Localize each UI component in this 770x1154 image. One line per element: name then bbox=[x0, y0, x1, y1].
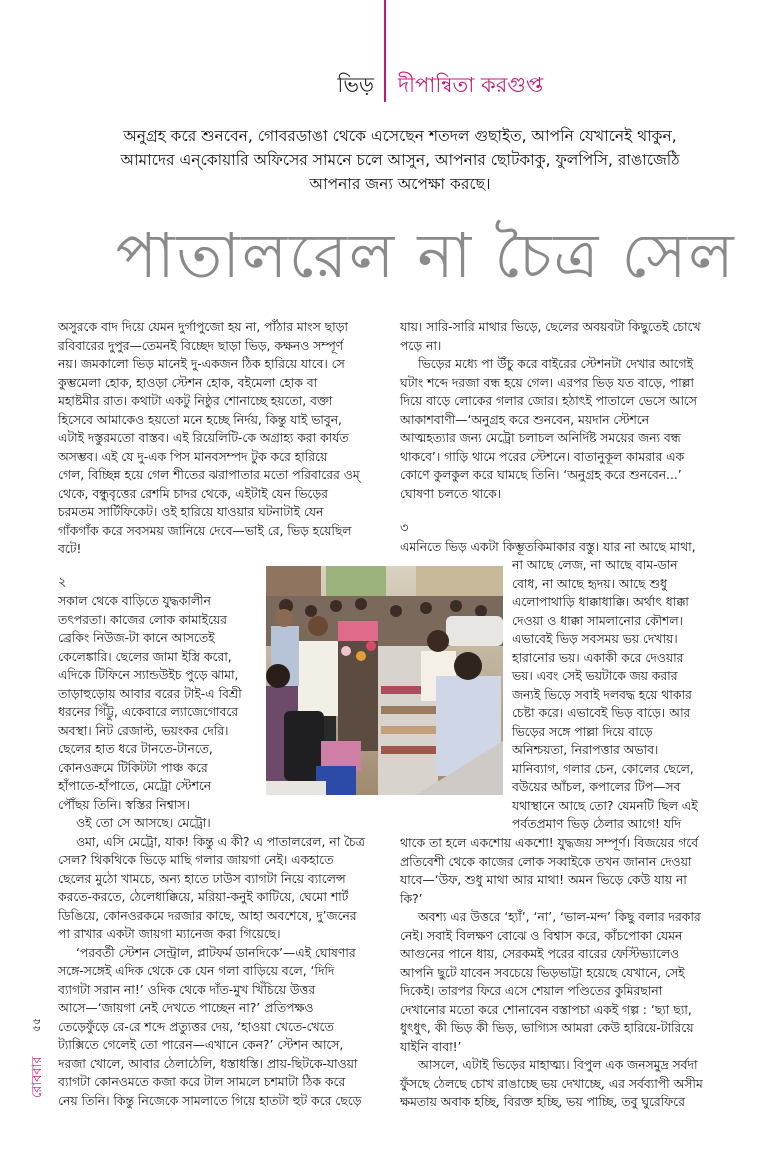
page-number: ৫৫ bbox=[30, 1017, 43, 1032]
text-line: কি?’ bbox=[400, 891, 423, 906]
left-column-top bbox=[58, 318, 398, 559]
header-divider bbox=[384, 0, 386, 102]
text-line: থাকবে’। গাড়ি থামে পরের স্টেশনে। বাতানুকূল কামরার এক bbox=[400, 449, 685, 464]
text-line: সঙ্গে-সঙ্গেই এদিক থেকে কে যেন গলা বাড়িয়ে বলে, ‘দিদি bbox=[58, 964, 335, 978]
text-line: ডিঙিয়ে, কোনওরকমে দরজার কাছে, আহা অবশেষে, দু’জনের bbox=[58, 908, 357, 923]
text-line: অবশ্য এর উত্তরে ‘হ্যাঁ’, ‘না’, ‘ভাল-মন্দ’ কিছু বলার দরকার bbox=[418, 910, 701, 924]
text-line: প্রতিবেশী থেকে কাজের লোক সব্বাইকে তখন জানান দেওয়া bbox=[400, 854, 692, 869]
text-line: ওমা, এসি মেট্রো, যাক! কিন্তু এ কী? এ পাতালরেল, না চৈত্র bbox=[76, 834, 365, 849]
text-line: থেকে, বন্ধুবৃত্তের রেশমি চাদর থেকে, এইটাই যেন ভিড়ের bbox=[58, 486, 328, 501]
text-line: ছেলের হাত ধরে টানতে-টানতে, bbox=[58, 742, 213, 756]
text-line: ব্যাগটা কোনওমতে কজা করে টাল সামলে চশমাটা ঠিক করে bbox=[58, 1075, 346, 1089]
magazine-name: রোববার bbox=[30, 1056, 45, 1098]
text-line: এভাবেই ভিড় সবসময় ভয় দেখায়। bbox=[512, 632, 678, 646]
text-line: পড়ে না। bbox=[400, 338, 442, 353]
text-line: কুম্ভমেলা হোক, হাওড়া স্টেশন হোক, বইমেলা হোক বা bbox=[58, 375, 318, 390]
text-line: ‘পরবর্তী স্টেশন সেন্ট্রাল, প্লাটফর্ম ডানদিকে’—এই ঘোষণার bbox=[76, 945, 356, 960]
text-line: আপনি ছুটে যাবেন সবচেয়ে ভিড়ভাট্টা হয়েছে যেখানে, সেই bbox=[400, 965, 685, 980]
text-line: ব্যাগটা সরান না!’ ওদিক থেকে দাঁত-মুখ খিঁচিয়ে উত্তর bbox=[58, 982, 315, 997]
text-line: বটে! bbox=[58, 542, 82, 556]
text-line: সকাল থেকে বাড়িতে যুদ্ধকালীন bbox=[58, 594, 211, 608]
text-line: দিয়ে বাড়ে লোকের গলার জোর। হঠাৎই পাতালে ভেসে আসে bbox=[400, 394, 697, 408]
text-line: অসম্ভব। এই যে দু-এক পিস মানবসম্পদ টুক করে হারিয়ে bbox=[58, 449, 328, 464]
text-line: রবিবারের দুপুর—তেমনই বিচ্ছেদ ছাড়া ভিড়, কক্ষনও সম্পূর্ণ bbox=[58, 338, 344, 353]
text-line: চরমতম সার্টিফিকেট। ওই হারিয়ে যাওয়ার ঘটনাটাই যেন bbox=[58, 505, 324, 519]
left-column-bottom bbox=[58, 814, 398, 1110]
text-line: এলোপাথাড়ি ধাক্কাধাক্কি। অর্থাৎ ধাক্কা bbox=[512, 595, 689, 609]
text-line: গাঁকগাঁক করে সবসময় জানিয়ে দেবে—ভাই রে, ভিড় হয়েছিল bbox=[58, 523, 352, 538]
text-line: আত্মহত্যার জন্য মেট্রো চলাচল অনির্দিষ্ট সময়ের জন্য বন্ধ bbox=[400, 431, 681, 445]
text-line: পর্বতপ্রমাণ ভিড় ঠেলার আগে! যদি bbox=[512, 817, 681, 831]
text-line: মহাষ্টমীর রাত। কথাটা একটু নিষ্ঠুর শোনাচ্ছে হয়তো, বক্তা bbox=[58, 394, 333, 408]
text-line: ঘটাং শব্দে দরজা বন্ধ হয়ে গেল। এরপর ভিড় যত বাড়ে, পাল্লা bbox=[400, 375, 694, 390]
text-line: বোধ, না আছে হৃদয়। আছে শুধু bbox=[512, 576, 667, 591]
text-line: নয়। জমকালো ভিড় মানেই দু-একজন ঠিক হারিয়ে যাবে। সে bbox=[58, 357, 345, 371]
right-column-narrow bbox=[512, 556, 747, 834]
text-line: এদিকে টিফিনে স্যান্ডউইচ পুড়ে ঝামা, bbox=[58, 668, 239, 682]
text-line: ট্যাক্সিতে গেলেই তো পারেন—এখানে কেন?’ স্টেশন আসে, bbox=[58, 1038, 344, 1052]
text-line: যায়। সারি-সারি মাথার ভিড়ে, ছেলের অবয়বটা কিছুতেই চোখে bbox=[400, 320, 701, 334]
standfirst-line: আমাদের এন্‌কোয়ারি অফিসের সামনে চলে আসুন, আপনার ছোটকাকু, ফুলপিসি, রাঙাজেঠি bbox=[120, 151, 680, 169]
text-line: চেষ্টা করে। এভাবেই ভিড় বাড়ে। আর bbox=[512, 706, 691, 720]
right-column-top bbox=[400, 318, 745, 503]
text-line: সেল? থিকথিকে ভিড়ে মাছি গলার জায়গা নেই। একহাতে bbox=[58, 853, 334, 867]
text-line: ক্ষমতায় অবাক হচ্ছি, বিরক্ত হচ্ছি, ভয় পাচ্ছি, তবু ঘুরেফিরে bbox=[400, 1095, 685, 1109]
section-3-number: ৩ bbox=[400, 521, 409, 536]
text-line: আসলে, এটাই ভিড়ের মাহাত্ম্য। বিপুল এক জনসমুদ্র সর্বদা bbox=[418, 1058, 698, 1072]
text-line: কোনওক্রমে টিকিটটা পাঞ্চ করে bbox=[58, 760, 208, 775]
text-line: করতে-করতে, ঠেলেধাক্কিয়ে, মরিয়া-কনুই কাটিয়ে, ঘেমো শার্ট bbox=[58, 890, 349, 904]
text-line: ধুৎধুৎ, কী ভিড় কী ভিড়, ভাগ্যিস আমরা কেউ হারিয়ে-টারিয়ে bbox=[400, 1021, 694, 1035]
text-line: ভিড়ের সঙ্গে পাল্লা দিয়ে বাড়ে bbox=[512, 724, 653, 739]
text-line: ভয়। এবং সেই ভয়টাকে জয় করার bbox=[512, 669, 678, 683]
text-line: কেলেঙ্কারি। ছেলের জামা ইস্ত্রি করো, bbox=[58, 649, 232, 664]
section-2-number: ২ bbox=[58, 575, 67, 590]
author-name: দীপান্বিতা করগুপ্ত bbox=[398, 73, 544, 97]
section-label: ভিড় bbox=[337, 73, 374, 97]
text-line: নেয় তিনি। কিন্তু নিজেকে সামলাতে গিয়ে হাতটা হুট করে ছেড়ে bbox=[58, 1093, 362, 1108]
text-line: আগুনের পানে ধায়, সেরকমই পরের বারের ফেস্টিভ্যালেও bbox=[400, 947, 680, 961]
text-line: ধরনের গিঁট্টু, একেবারে ল্যাজেগোবরে bbox=[58, 705, 239, 719]
text-line: থাকে তা হলে একশোয় একশো! যুদ্ধজয় সম্পূর্ণ। বিজয়ের গর্বে bbox=[400, 836, 699, 850]
crowd-market-photo bbox=[266, 566, 503, 795]
text-line: ঘোষণা চলতে থাকে। bbox=[400, 486, 502, 501]
text-line: যথাস্থানে আছে তো? যেমনটি ছিল এই bbox=[512, 798, 698, 813]
text-line: এমনিতে ভিড় একটা কিম্ভূতকিমাকার বস্তু। যার না আছে মাথা, bbox=[400, 540, 696, 554]
text-line: পা রাখার একটা জায়গা ম্যানেজ করা গিয়েছে। bbox=[58, 927, 281, 941]
text-line: যাইনি বাবা!’ bbox=[400, 1039, 462, 1054]
text-line: ব্রেকিং নিউজ-টা কানে আসতেই bbox=[58, 631, 215, 645]
text-line: দেখানোর মতো করে শোনাবেন বস্তাপচা একই গল্প : ‘ছ্যা ছ্যা, bbox=[400, 1002, 692, 1017]
text-line: গেল, বিচ্ছিন্ন হয়ে গেল শীতের ঝরাপাতার মতো পরিবারের ওম্‌ bbox=[58, 468, 360, 482]
text-line: আসে—‘জায়গা নেই দেখতে পাচ্ছেন না?’ প্রতিপক্ষও bbox=[58, 1001, 314, 1015]
text-line: তাড়াহুড়োয় আবার বরের টাই-এ বিশ্রী bbox=[58, 686, 242, 701]
text-line: অনিশ্চয়তা, নিরাপত্তার অভাব। bbox=[512, 743, 659, 757]
photo-illustration bbox=[266, 566, 503, 795]
text-line: হিসেবে আমাকেও হয়তো মনে হচ্ছে নির্দয়, কিন্তু যাই ভাবুন, bbox=[58, 412, 342, 427]
text-line: কোণে কুলকুল করে ঘামছে তিনি। ‘অনুগ্রহ করে শুনবেন...’ bbox=[400, 468, 682, 482]
text-line: ওই তো সে আসছে। মেট্রো। bbox=[76, 816, 211, 830]
text-line: ভিড়ের মধ্যে পা উঁচু করে বাইরের স্টেশনটা দেখার আগেই bbox=[418, 357, 694, 371]
text-line: ফুঁসছে ঠেলছে চোখ রাঙাচ্ছে ভয় দেখাচ্ছে, এর সর্বব্যাপী অসীম bbox=[400, 1076, 703, 1091]
text-line: দেওয়া ও ধাক্কা সামলানোর কৌশল। bbox=[512, 613, 683, 628]
text-line: না আছে লেজ, না আছে বাম-ডান bbox=[512, 558, 678, 572]
text-line: অবস্থা। নিট রেজাল্ট, ভয়ংকর দেরি। bbox=[58, 723, 229, 738]
text-line: যাবে—‘উফ, শুধু মাথা আর মাথা! অমন ভিড়ে কেউ যায় না bbox=[400, 873, 687, 887]
text-line: মানিব্যাগ, গলার চেন, কোলের ছেলে, bbox=[512, 761, 694, 776]
text-line: অসুরকে বাদ দিয়ে যেমন দুর্গাপুজো হয় না, পাঁঠার মাংস ছাড়া bbox=[58, 320, 348, 334]
text-line: ছেলের মুঠো খামচে, অন্য হাতে ঢাউস ব্যাগটা নিয়ে ব্যালেন্স bbox=[58, 871, 346, 886]
text-line: পৌঁছয় তিনি। স্বস্তির নিশ্বাস। bbox=[58, 797, 190, 812]
text-line: হারানোর ভয়। একাকী করে দেওয়ার bbox=[512, 650, 684, 665]
right-column-bottom bbox=[400, 834, 745, 1112]
text-line: তৎপরতা। কাজের লোক কামাইয়ের bbox=[58, 612, 227, 627]
text-line: আকাশবাণী—‘অনুগ্রহ করে শুনবেন, ময়দান স্টেশনে bbox=[400, 412, 650, 427]
text-line: দরজা খোলে, আবার ঠেলাঠেলি, ধস্তাধস্তি। প্রায়-ছিটকে-যাওয়া bbox=[58, 1056, 358, 1071]
text-line: দিকেই। তারপর ফিরে এসে শেয়াল পণ্ডিতের কুমিরছানা bbox=[400, 984, 663, 998]
text-line: হাঁপাতে-হাঁপাতে, মেট্রো স্টেশনে bbox=[58, 779, 212, 793]
standfirst-line: অনুগ্রহ করে শুনবেন, গোবরডাঙা থেকে এসেছেন শতদল গুছাইত, আপনি যেখানেই থাকুন, bbox=[123, 127, 677, 145]
page-folio bbox=[28, 1012, 48, 1102]
text-line: নেই। সবাই বিলক্ষণ বোঝে ও বিশ্বাস করে, কাঁচপোকা যেমন bbox=[400, 928, 683, 943]
left-column-narrow bbox=[58, 592, 263, 814]
standfirst bbox=[100, 124, 700, 196]
text-line: এটাই দস্তুরমতো বাস্তব। এই রিয়েলিটি-কে অগ্রাহ্য করা কার্যত bbox=[58, 431, 349, 445]
text-line: জন্যই ভিড়ে সবাই দলবদ্ধ হয়ে থাকার bbox=[512, 687, 692, 702]
standfirst-line: আপনার জন্য অপেক্ষা করছে। bbox=[309, 175, 491, 193]
text-line: তেড়েফুঁড়ে রে-রে শব্দে প্রত্যুত্তর দেয়, ‘হাওয়া খেতে-খেতে bbox=[58, 1019, 334, 1034]
text-line: বউয়ের আঁচল, কপালের টিপ—সব bbox=[512, 780, 681, 794]
headline: পাতালরেল না চৈত্র সেল bbox=[115, 219, 736, 292]
right-column-s3-first bbox=[400, 538, 745, 557]
